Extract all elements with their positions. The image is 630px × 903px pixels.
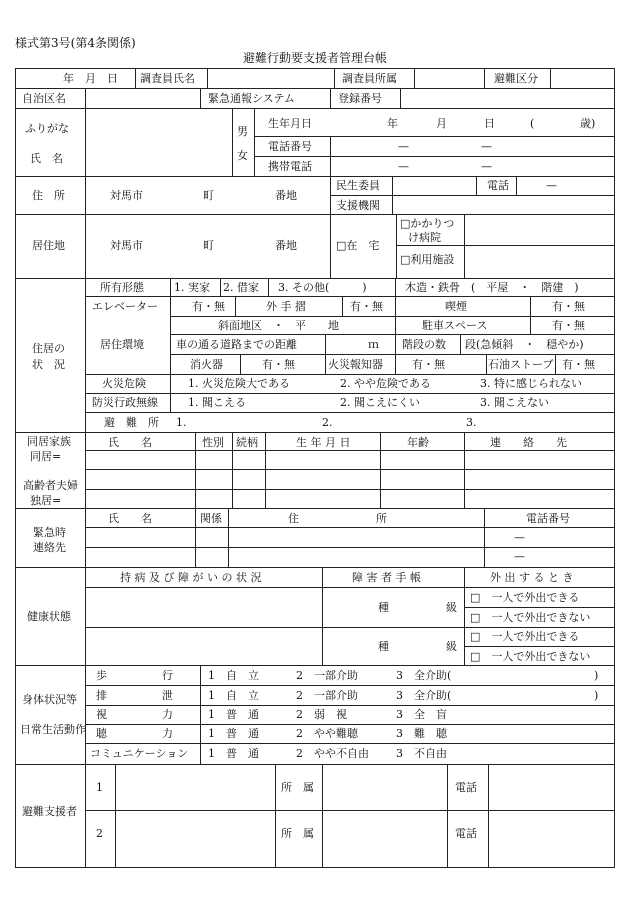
adl-item: 視 力 <box>96 708 173 721</box>
family-col-age: 年齢 <box>407 436 429 449</box>
family-label-4: 独居= <box>30 494 62 507</box>
residence-label: 居住地 <box>32 239 65 252</box>
emergency-label-1: 緊急時 <box>33 526 66 539</box>
family-col-dob: 生 年 月 日 <box>296 436 351 449</box>
extinguisher-label: 消火器 <box>190 358 223 371</box>
elevator-label: エレベーター <box>92 300 158 313</box>
family-col-name: 氏 名 <box>108 436 152 449</box>
adl-item: 歩 行 <box>96 669 173 682</box>
adl-item: コミュニケーション <box>90 747 189 760</box>
adl-close: ) <box>594 689 599 702</box>
address-tel-dash: — <box>546 179 557 192</box>
evacuation-class-label: 避難区分 <box>494 72 538 85</box>
fire-label: 火災危険 <box>102 377 146 390</box>
emergency-col-address: 住 所 <box>288 512 387 525</box>
mobile-label: 携帯電話 <box>268 160 312 173</box>
address-tel-label: 電話 <box>487 179 509 192</box>
handbook-type-2: 種 <box>378 640 389 653</box>
radio-option-2: 2. 聞こえにくい <box>340 396 420 409</box>
adl-item: 排 泄 <box>96 689 173 702</box>
form-title: 避難行動要支援者管理台帳 <box>242 51 388 65</box>
extinguisher-yesno: 有・無 <box>262 358 295 371</box>
adl-option-3: 3 全 盲 <box>396 708 447 721</box>
address-banchi: 番地 <box>275 189 297 202</box>
alarm-label: 火災報知器 <box>328 358 383 371</box>
radio-option-1: 1. 聞こえる <box>188 396 246 409</box>
supporter-tel-1: 電話 <box>455 781 477 794</box>
fire-option-3: 3. 特に感じられない <box>480 377 582 390</box>
adl-option-3: 3 難 聴 <box>396 727 447 740</box>
dob-label: 生年月日 <box>268 117 312 130</box>
adl-option-2: 2 一部介助 <box>296 689 358 702</box>
alarm-yesno: 有・無 <box>412 358 445 371</box>
adl-close: ) <box>594 669 599 682</box>
investigator-affiliation-label: 調査員所属 <box>342 72 397 85</box>
parking-label: 駐車スペース <box>422 319 488 332</box>
outing-cannot-2[interactable]: □ 一人で外出できない <box>470 650 591 663</box>
env-label: 居住環境 <box>100 338 144 351</box>
own-option-3: 3. その他( ) <box>278 281 367 294</box>
mobile-dash-2: — <box>481 160 492 173</box>
health-col-handbook: 障 害 者 手 帳 <box>352 571 421 584</box>
own-option-1: 1. 実家 <box>174 281 210 294</box>
fire-option-2: 2. やや危険である <box>340 377 431 390</box>
address-label: 住 所 <box>32 189 65 202</box>
outing-can-1[interactable]: □ 一人で外出できる <box>470 591 580 604</box>
health-col-disease: 持 病 及 び 障 が い の 状 況 <box>120 571 262 584</box>
stairs-label: 階段の数 <box>402 338 446 351</box>
adl-option-2: 2 やや難聴 <box>296 727 358 740</box>
phone-dash-1: — <box>398 140 409 153</box>
facility-checkbox[interactable]: □利用施設 <box>400 253 455 266</box>
body-label-2: 日常生活動作 <box>20 723 86 736</box>
age-label: 歳) <box>580 117 596 130</box>
handrail-yesno: 有・無 <box>350 300 383 313</box>
adl-option-3: 3 全介助( <box>396 669 452 682</box>
family-label-1: 同居家族 <box>27 435 71 448</box>
handbook-grade-2: 級 <box>446 640 457 653</box>
supporter-affil-1: 所 属 <box>281 781 314 794</box>
emergency-dash-2: — <box>514 550 525 563</box>
housing-label-2: 状 況 <box>32 358 65 371</box>
meter-unit: ｍ <box>368 338 379 351</box>
elevator-yesno: 有・無 <box>192 300 225 313</box>
dob-year: 年 <box>387 117 398 130</box>
family-label-3: 高齢者夫婦 <box>23 479 78 492</box>
stove-yesno: 有・無 <box>562 358 595 371</box>
slope-label: 斜面地区 ・ 平 地 <box>218 319 339 332</box>
adl-option-1: 1 普 通 <box>208 708 259 721</box>
age-open: ( <box>530 117 535 130</box>
handrail-label: 外 手 摺 <box>266 300 306 313</box>
body-label-1: 身体状況等 <box>22 693 77 706</box>
minsei-label: 民生委員 <box>336 179 380 192</box>
outing-cannot-1[interactable]: □ 一人で外出できない <box>470 611 591 624</box>
road-distance-label: 車の通る道路までの距離 <box>176 338 297 351</box>
residence-banchi: 番地 <box>275 239 297 252</box>
dob-day: 日 <box>484 117 495 130</box>
adl-option-1: 1 自 立 <box>208 689 259 702</box>
at-home-checkbox[interactable]: □在 宅 <box>336 239 380 252</box>
stairs-value: 段(急傾斜 ・ 穏やか) <box>465 338 584 351</box>
smoking-label: 喫煙 <box>445 300 467 313</box>
adl-option-2: 2 弱 視 <box>296 708 347 721</box>
own-option-2: 2. 借家 <box>223 281 259 294</box>
emergency-system-label: 緊急通報システム <box>208 92 295 105</box>
ownership-label: 所有形態 <box>100 281 144 294</box>
outing-can-2[interactable]: □ 一人で外出できる <box>470 630 580 643</box>
shelter-2: 2. <box>322 416 333 429</box>
shelter-label: 避 難 所 <box>104 416 159 429</box>
investigator-name-label: 調査員氏名 <box>140 72 195 85</box>
clinic-label-2: け病院 <box>408 231 441 244</box>
emergency-label-2: 連絡先 <box>33 541 66 554</box>
smoking-yesno: 有・無 <box>552 300 585 313</box>
mobile-dash-1: — <box>398 160 409 173</box>
family-col-contact: 連 絡 先 <box>490 436 567 449</box>
support-org-label: 支援機関 <box>336 199 380 212</box>
supporter-tel-2: 電話 <box>455 827 477 840</box>
supporters-label: 避難支援者 <box>22 805 77 818</box>
adl-option-2: 2 一部介助 <box>296 669 358 682</box>
female-label: 女 <box>237 149 248 162</box>
adl-option-3: 3 不自由 <box>396 747 447 760</box>
furigana-label: ふりがな <box>25 122 69 135</box>
adl-option-3: 3 全介助( <box>396 689 452 702</box>
handbook-grade-1: 級 <box>446 601 457 614</box>
male-label: 男 <box>237 125 248 138</box>
adl-option-1: 1 普 通 <box>208 727 259 740</box>
health-label: 健康状態 <box>27 610 71 623</box>
clinic-checkbox[interactable]: □かかりつ <box>400 217 455 230</box>
phone-label: 電話番号 <box>268 140 312 153</box>
form-number: 様式第3号(第4条関係) <box>15 36 136 50</box>
shelter-1: 1. <box>176 416 187 429</box>
date-label: 年 月 日 <box>63 72 118 85</box>
structure-label: 木造・鉄骨 ( 平屋 ・ 階建 ) <box>405 281 579 294</box>
dob-month: 月 <box>436 117 447 130</box>
adl-option-1: 1 普 通 <box>208 747 259 760</box>
address-town: 町 <box>203 189 214 202</box>
health-col-outing: 外 出 す る と き <box>490 571 574 584</box>
name-label: 氏 名 <box>30 152 63 165</box>
adl-item: 聴 力 <box>96 727 173 740</box>
phone-dash-2: — <box>481 140 492 153</box>
emergency-col-relation: 関係 <box>200 512 222 525</box>
radio-option-3: 3. 聞こえない <box>480 396 549 409</box>
adl-option-1: 1 自 立 <box>208 669 259 682</box>
family-label-2: 同居= <box>30 450 62 463</box>
family-col-sex: 性別 <box>202 436 224 449</box>
housing-label-1: 住居の <box>32 342 65 355</box>
emergency-dash-1: — <box>514 531 525 544</box>
supporter-no-1: 1 <box>96 781 103 794</box>
district-label: 自治区名 <box>22 92 66 105</box>
parking-yesno: 有・無 <box>552 319 585 332</box>
residence-town: 町 <box>203 239 214 252</box>
shelter-3: 3. <box>466 416 477 429</box>
registration-no-label: 登録番号 <box>338 92 382 105</box>
emergency-col-name: 氏 名 <box>108 512 152 525</box>
residence-city: 対馬市 <box>110 239 143 252</box>
supporter-affil-2: 所 属 <box>281 827 314 840</box>
address-city: 対馬市 <box>110 189 143 202</box>
supporter-no-2: 2 <box>96 827 103 840</box>
fire-option-1: 1. 火災危険大である <box>188 377 290 390</box>
handbook-type-1: 種 <box>378 601 389 614</box>
stove-label: 石油ストーブ <box>488 358 554 371</box>
adl-option-2: 2 やや不自由 <box>296 747 369 760</box>
radio-label: 防災行政無線 <box>92 396 158 409</box>
family-col-relation: 続柄 <box>236 436 258 449</box>
emergency-col-phone: 電話番号 <box>526 512 570 525</box>
